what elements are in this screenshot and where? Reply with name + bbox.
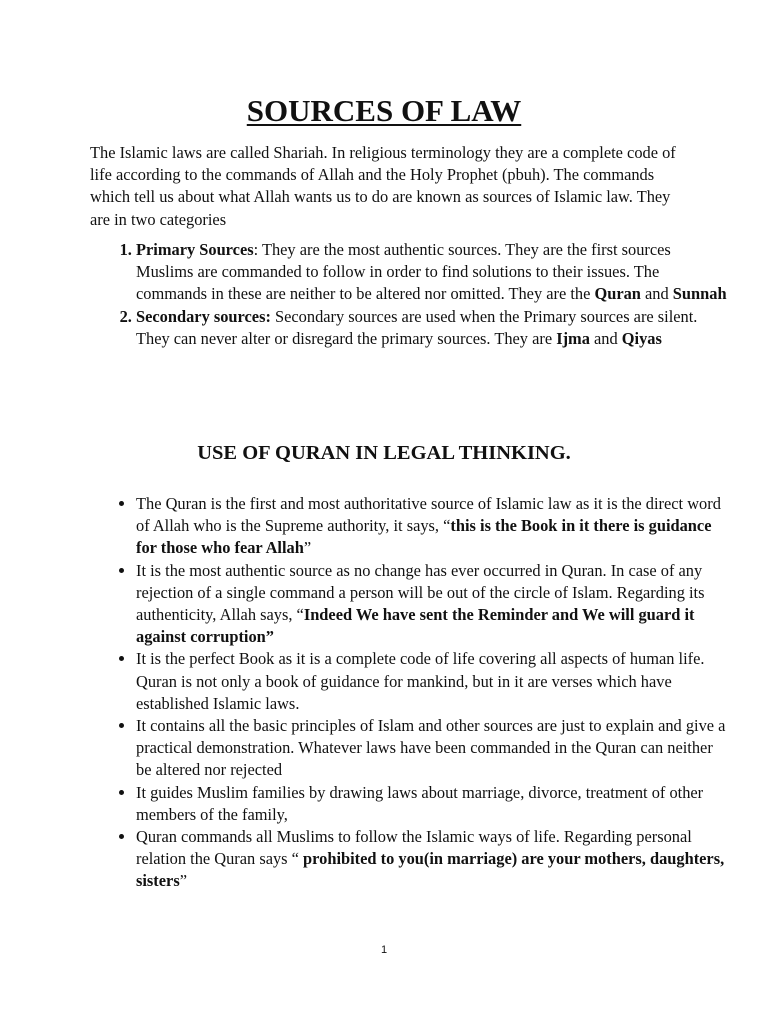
- source-text: Secondary sources are used when the Primary sources are silent. They can never alter or disregard the primary sources. They are: [136, 306, 698, 348]
- sources-list: [90, 239, 728, 350]
- source-name: Ijma: [556, 328, 590, 348]
- source-name: Sunnah: [672, 284, 727, 304]
- list-item: [136, 560, 728, 649]
- list-item: [136, 782, 728, 826]
- point-text-end: ”: [179, 871, 187, 891]
- page-number: 1: [380, 944, 388, 956]
- list-item: [136, 715, 728, 782]
- intro-paragraph: The Islamic laws are called Shariah. In religious terminology they are a complete code of life according to the commands of Allah and the Holy Prophet (pbuh). The commands which tell us about what Allah wants us to do are known as sources of Islamic law. They are in two categories: [90, 143, 676, 229]
- points-list: [90, 493, 728, 893]
- source-term: Secondary sources:: [136, 306, 271, 326]
- point-text-end: ”: [303, 538, 312, 558]
- point-text: It is the most authentic source as no change has ever occurred in Quran. In case of any rejection of a single command a person will be out of the circle of Islam. Regarding its authenticity, Allah says, “: [136, 560, 705, 625]
- point-quote: Indeed We have sent the Reminder and We will guard it against corruption”: [136, 605, 695, 647]
- list-item: [136, 493, 728, 560]
- source-name: Qiyas: [621, 328, 662, 348]
- list-item: [136, 648, 728, 715]
- point-quote: this is the Book in it there is guidance for those who fear Allah: [136, 516, 712, 558]
- point-text: It contains all the basic principles of Islam and other sources are just to explain and give a practical demonstration. Whatever laws have been commanded in the Quran can neither be altered nor rejected: [136, 716, 726, 780]
- joiner-text: and: [589, 328, 622, 348]
- joiner-text: and: [640, 284, 673, 304]
- point-text: Quran commands all Muslims to follow the Islamic ways of life. Regarding personal relation the Quran says “: [136, 827, 692, 869]
- point-text: It is the perfect Book as it is a complete code of life covering all aspects of human life. Quran is not only a book of guidance for mankind, but in it are verses which have established Islamic laws.: [136, 649, 705, 713]
- source-name: Quran: [594, 284, 641, 304]
- point-quote: prohibited to you(in marriage) are your mothers, daughters, sisters: [136, 849, 725, 891]
- source-term: Primary Sources: [136, 240, 254, 259]
- list-item: [136, 306, 728, 350]
- page-title-text: SOURCES OF LAW: [246, 93, 522, 128]
- point-text: It guides Muslim families by drawing laws about marriage, divorce, treatment of other members of the family,: [136, 782, 704, 824]
- list-item: [136, 826, 728, 893]
- source-text: : They are the most authentic sources. They are the first sources Muslims are commanded to follow in order to find solutions to their issues. The commands in these are neither to be altered nor omitted. They are the: [136, 240, 671, 304]
- list-item: [136, 239, 728, 306]
- section-heading: USE OF QURAN IN LEGAL THINKING.: [197, 442, 571, 464]
- page-title: [0, 93, 768, 129]
- point-text: The Quran is the first and most authoritative source of Islamic law as it is the direct word of Allah who is the Supreme authority, it says, “: [136, 494, 721, 536]
